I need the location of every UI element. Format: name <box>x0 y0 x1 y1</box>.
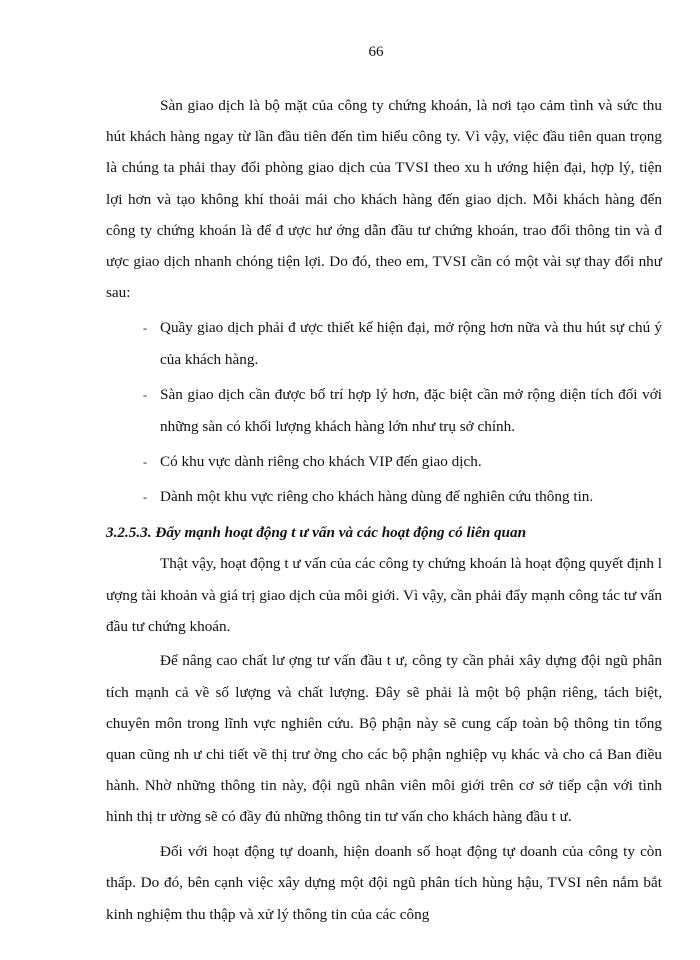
bullet-text: Dành một khu vực riêng cho khách hàng dùng để nghiên cứu thông tin. <box>160 488 594 506</box>
bullet-text: Sàn giao dịch cần được bố trí hợp lý hơn, đặc biệt cần mở rộng diện tích đối với những sàn có khối lượng khách hàng lớn như trụ sở chính. <box>160 385 662 436</box>
bullet-text: Quầy giao dịch phải đ ược thiết kế hiện đại, mở rộng hơn nữa và thu hút sự chú ý của khách hàng. <box>160 318 662 369</box>
bullet-item <box>106 379 662 442</box>
bullet-item <box>106 312 662 375</box>
page-number: 66 <box>368 44 384 60</box>
bullet-text: Có khu vực dành riêng cho khách VIP đến giao dịch. <box>160 452 482 470</box>
paragraph: Để nâng cao chất lư ợng tư vấn đầu t ư, công ty cần phải xây dựng đội ngũ phân tích mạnh cả về số lượng và chất lượng. Đây sẽ phải là một bộ phận riêng, tách biệt, chuyên môn trong lĩnh vực nghiên cứu. Bộ phận này sẽ cung cấp toàn bộ thông tin tổng quan cũng nh ư chi tiết về thị trư ờng cho các bộ phận nghiệp vụ khác và cho cả Ban điều hành. Nhờ những thông tin này, đội ngũ nhân viên môi giới trên cơ sở tiếp cận với tình hình thị tr ường sẽ có đầy đủ những thông tin tư vấn cho khách hàng đầu t ư. <box>106 652 662 826</box>
dash-icon: ‐ <box>143 320 147 335</box>
dash-icon: ‐ <box>143 387 147 402</box>
paragraph: Đối với hoạt động tự doanh, hiện doanh số hoạt động tự doanh của công ty còn thấp. Do đó, bên cạnh việc xây dựng một đội ngũ phân tích hùng hậu, TVSI nên nắm bắt kinh nghiệm thu thập và xử lý thông tin của các công <box>106 843 662 923</box>
section-heading: 3.2.5.3. Đẩy mạnh hoạt động t ư vấn và các hoạt động có liên quan <box>106 524 527 542</box>
bullet-item <box>106 446 662 478</box>
paragraph-intro: Sàn giao dịch là bộ mặt của công ty chứng khoán, là nơi tạo cảm tình và sức thu hút khách hàng ngay từ lần đầu tiên đến tìm hiểu công ty. Vì vậy, việc đầu tiên quan trọng là chúng ta phải thay đổi phòng giao dịch của TVSI theo xu h ướng hiện đại, hợp lý, tiện lợi hơn và tạo không khí thoải mái cho khách hàng đến giao dịch. Mỗi khách hàng đến công ty chứng khoán là để đ ược hư ớng dẫn đầu tư chứng khoán, trao đổi thông tin và đ ược giao dịch nhanh chóng tiện lợi. Do đó, theo em, TVSI cần có một vài sự thay đổi như sau: <box>106 97 662 302</box>
dash-icon: ‐ <box>143 454 147 469</box>
bullet-item <box>106 481 662 513</box>
paragraph: Thật vậy, hoạt động t ư vấn của các công ty chứng khoán là hoạt động quyết định l ượng tài khoản và giá trị giao dịch của môi giới. Vì vậy, cần phải đẩy mạnh công tác tư vấn đầu tư chứng khoán. <box>106 555 662 635</box>
dash-icon: ‐ <box>143 490 147 505</box>
document-body <box>106 90 662 933</box>
